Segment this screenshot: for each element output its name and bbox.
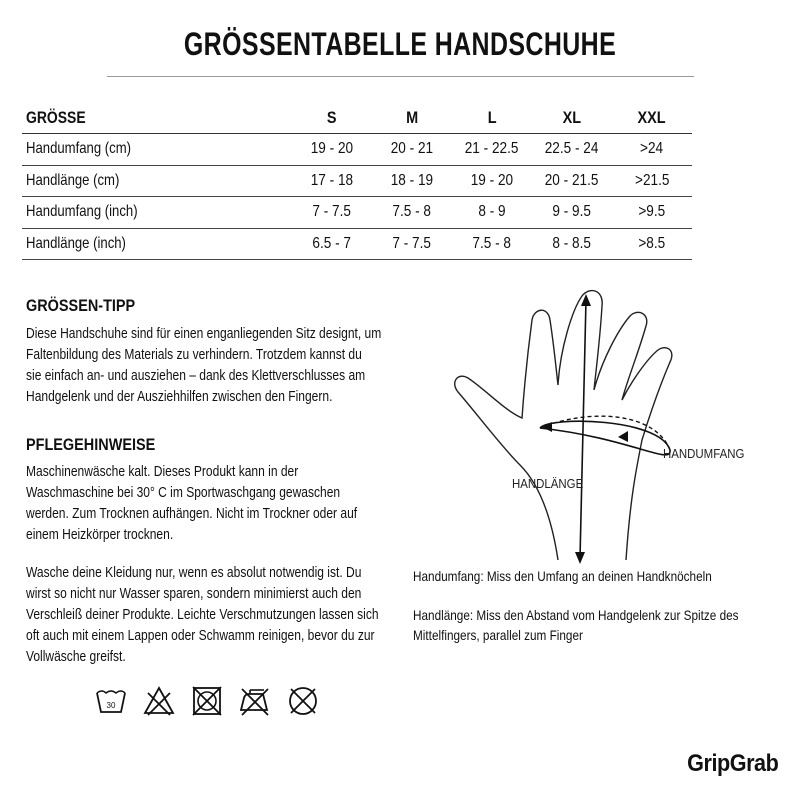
- no-iron-icon: [238, 684, 272, 718]
- table-row: [22, 197, 692, 229]
- care-heading: PFLEGEHINWEISE: [26, 435, 156, 454]
- table-row: [22, 165, 692, 197]
- size-header-s: S: [327, 107, 337, 127]
- size-header-label: GRÖSSE: [26, 107, 86, 127]
- size-header-xxl: XXL: [637, 107, 667, 127]
- table-row: [22, 228, 692, 260]
- brand-logo: GripGrab: [686, 750, 778, 777]
- care-symbols: [94, 684, 320, 718]
- size-table: [22, 102, 692, 260]
- circumference-arrow-right: [618, 431, 628, 442]
- wash-30-icon: [94, 684, 128, 718]
- text-line: Maschinenwäsche kalt. Dieses Produkt kann in der: [26, 464, 299, 480]
- no-tumble-dry-icon: [190, 684, 224, 718]
- table-cell: 7.5 - 8: [472, 234, 512, 252]
- row-label: Handlänge (cm): [26, 171, 120, 189]
- text-line: Handumfang: Miss den Umfang an deinen Handknöcheln: [413, 568, 712, 584]
- hand-measurement-diagram: [400, 280, 770, 570]
- length-note: [413, 605, 793, 645]
- text-line: Handgelenk und der Ausziehhilfen zwischen den Fingern.: [26, 389, 333, 405]
- title-divider: [107, 76, 694, 77]
- table-cell: >24: [640, 140, 664, 158]
- table-cell: 8 - 8.5: [552, 234, 592, 252]
- text-line: werden. Zum Trocknen aufhängen. Nicht im Trockner oder auf: [26, 506, 358, 522]
- table-cell: 19 - 20: [470, 171, 514, 189]
- care-text-2: [26, 563, 446, 668]
- size-header-xl: XL: [562, 107, 582, 127]
- text-line: Vollwäsche greifst.: [26, 649, 126, 665]
- text-line: Waschmaschine bei 30° C im Sportwaschgang gewaschen: [26, 485, 341, 501]
- no-bleach-icon: [142, 684, 176, 718]
- table-cell: 18 - 19: [390, 171, 434, 189]
- size-header-m: M: [405, 107, 419, 127]
- table-row: [22, 134, 692, 166]
- text-line: Wasche deine Kleidung nur, wenn es absolut notwendig ist. Du: [26, 565, 362, 581]
- table-cell: 20 - 21.5: [545, 171, 599, 189]
- circumference-note: [413, 566, 793, 586]
- circumference-arrow-left: [542, 422, 552, 432]
- svg-text:30: 30: [106, 701, 116, 710]
- text-line: oft auch mit einem Lappen oder Schwamm reinigen, bevor du zur: [26, 628, 375, 644]
- care-text-1: [26, 462, 446, 546]
- length-label: HANDLÄNGE: [512, 476, 584, 491]
- table-cell: 7.5 - 8: [392, 203, 432, 221]
- table-cell: >9.5: [638, 203, 666, 221]
- table-cell: 19 - 20: [310, 140, 354, 158]
- table-cell: 21 - 22.5: [465, 140, 519, 158]
- circumference-label: HANDUMFANG: [663, 446, 745, 461]
- sizing-tip-text: [26, 324, 446, 408]
- text-line: Handlänge: Miss den Abstand vom Handgelenk zur Spitze des: [413, 607, 739, 623]
- table-cell: 7 - 7.5: [392, 234, 432, 252]
- text-line: Mittelfingers, parallel zum Finger: [413, 627, 583, 643]
- text-line: sie einfach an- und ausziehen – dank des Klettverschlusses am: [26, 368, 366, 384]
- sizing-tip-heading: GRÖSSEN-TIPP: [26, 296, 136, 315]
- table-cell: 20 - 21: [390, 140, 434, 158]
- text-line: Verschleiß deiner Produkte. Leichte Verschmutzungen lassen sich: [26, 607, 379, 623]
- table-cell: 8 - 9: [478, 203, 506, 221]
- text-line: einem Heizkörper trocknen.: [26, 527, 174, 543]
- row-label: Handumfang (inch): [26, 203, 138, 221]
- circumference-front: [540, 421, 670, 455]
- table-cell: >8.5: [638, 234, 666, 252]
- row-label: Handlänge (inch): [26, 234, 126, 252]
- table-cell: >21.5: [634, 171, 670, 189]
- no-dry-clean-icon: [286, 684, 320, 718]
- page-title: GRÖSSENTABELLE HANDSCHUHE: [183, 26, 617, 62]
- table-cell: 9 - 9.5: [552, 203, 592, 221]
- size-header-l: L: [487, 107, 497, 127]
- table-cell: 22.5 - 24: [545, 140, 599, 158]
- text-line: Diese Handschuhe sind für einen enganliegenden Sitz designt, um: [26, 326, 382, 342]
- text-line: wirst so nicht nur Wasser sparen, sondern minimierst auch den: [26, 586, 362, 602]
- length-arrow-head-bottom: [575, 552, 585, 564]
- table-cell: 17 - 18: [310, 171, 354, 189]
- size-table-header-row: [22, 102, 692, 134]
- row-label: Handumfang (cm): [26, 140, 131, 158]
- text-line: Faltenbildung des Materials zu verhindern. Trotzdem kannst du: [26, 347, 362, 363]
- length-arrow: [580, 300, 586, 558]
- hand-outline: [455, 291, 672, 560]
- table-cell: 6.5 - 7: [312, 234, 352, 252]
- table-cell: 7 - 7.5: [312, 203, 352, 221]
